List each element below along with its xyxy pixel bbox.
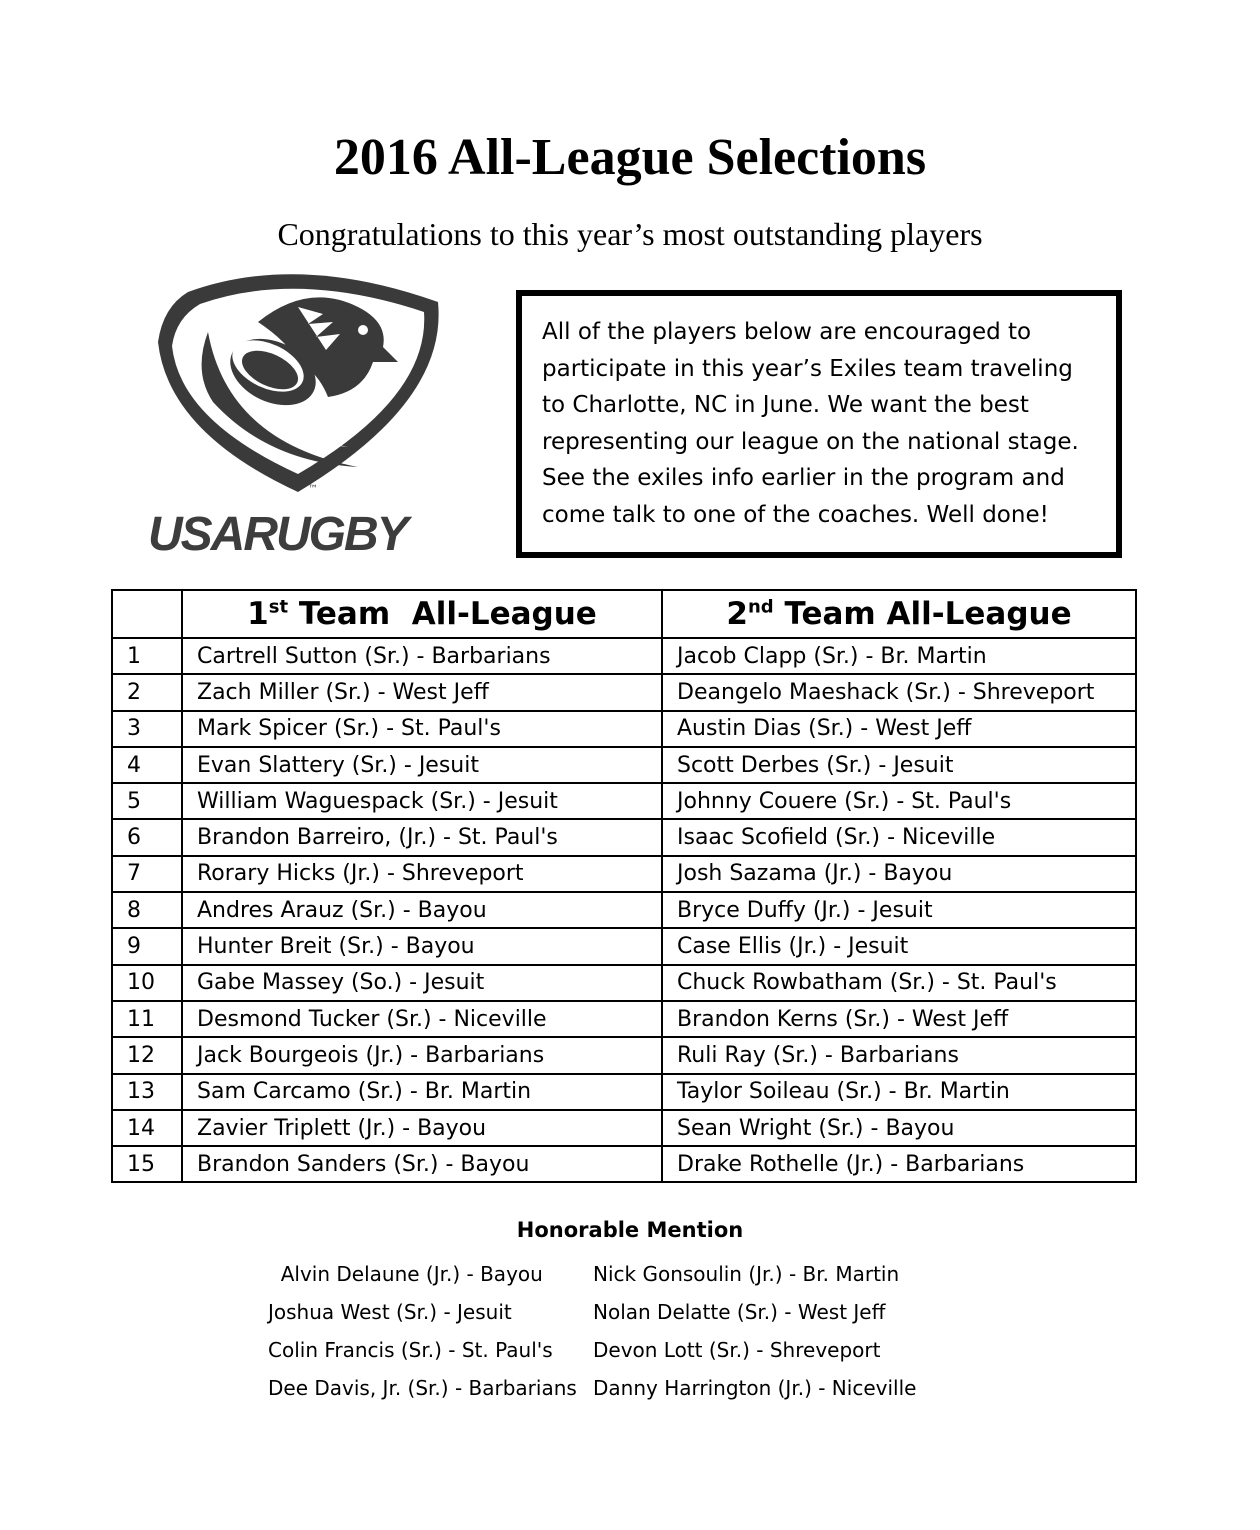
notice-line: come talk to one of the coaches. Well done!: [542, 501, 1049, 528]
row-number: 14: [112, 1110, 182, 1146]
table-row: [112, 856, 1136, 892]
number-column-header: [112, 590, 182, 638]
second-team-player: Josh Sazama (Jr.) - Bayou: [662, 856, 1136, 892]
page-title: 2016 All-League Selections: [333, 129, 927, 186]
honorable-mention-item: Alvin Delaune (Jr.) - Bayou: [268, 1262, 543, 1286]
honorable-mention-item: Colin Francis (Sr.) - St. Paul's: [268, 1338, 553, 1362]
second-team-player: Ruli Ray (Sr.) - Barbarians: [662, 1037, 1136, 1073]
first-team-player: Mark Spicer (Sr.) - St. Paul's: [182, 711, 662, 747]
first-team-player: Gabe Massey (So.) - Jesuit: [182, 965, 662, 1001]
second-team-player: Johnny Couere (Sr.) - St. Paul's: [662, 783, 1136, 819]
row-number: 9: [112, 928, 182, 964]
table-row: [112, 783, 1136, 819]
table-row: [112, 928, 1136, 964]
table-row: [112, 1074, 1136, 1110]
honorable-mention-item: Joshua West (Sr.) - Jesuit: [268, 1300, 512, 1324]
row-number: 1: [112, 638, 182, 674]
honorable-mention-title: Honorable Mention: [516, 1218, 744, 1242]
row-number: 15: [112, 1146, 182, 1182]
honorable-mention-item: Danny Harrington (Jr.) - Niceville: [593, 1376, 917, 1400]
trademark-mark: ™: [308, 484, 318, 495]
second-team-header: 2nd Team All-League: [662, 590, 1136, 638]
table-row: [112, 711, 1136, 747]
table-row: [112, 965, 1136, 1001]
table-row: [112, 819, 1136, 855]
row-number: 2: [112, 674, 182, 710]
honorable-mention-item: Devon Lott (Sr.) - Shreveport: [593, 1338, 881, 1362]
second-team-player: Case Ellis (Jr.) - Jesuit: [662, 928, 1136, 964]
notice-line: All of the players below are encouraged to: [542, 319, 1032, 345]
second-team-player: Brandon Kerns (Sr.) - West Jeff: [662, 1001, 1136, 1037]
table-row: [112, 747, 1136, 783]
table-row: [112, 1110, 1136, 1146]
first-team-header: 1st Team All-League: [182, 590, 662, 638]
table-body: [112, 638, 1136, 1182]
second-team-player: Drake Rothelle (Jr.) - Barbarians: [662, 1146, 1136, 1182]
row-number: 10: [112, 965, 182, 1001]
table-header-row: [112, 590, 1136, 638]
exiles-notice-box: [516, 290, 1122, 558]
table-row: [112, 674, 1136, 710]
table-row: [112, 892, 1136, 928]
all-league-table: [111, 589, 1137, 1183]
table-row: [112, 1146, 1136, 1182]
row-number: 8: [112, 892, 182, 928]
first-team-player: Cartrell Sutton (Sr.) - Barbarians: [182, 638, 662, 674]
row-number: 6: [112, 819, 182, 855]
second-team-player: Jacob Clapp (Sr.) - Br. Martin: [662, 638, 1136, 674]
first-team-player: Sam Carcamo (Sr.) - Br. Martin: [182, 1074, 662, 1110]
first-team-player: Zach Miller (Sr.) - West Jeff: [182, 674, 662, 710]
first-team-player: William Waguespack (Sr.) - Jesuit: [182, 783, 662, 819]
row-number: 12: [112, 1037, 182, 1073]
table-row: [112, 1037, 1136, 1073]
second-team-player: Austin Dias (Sr.) - West Jeff: [662, 711, 1136, 747]
notice-line: participate in this year’s Exiles team traveling: [542, 355, 1073, 382]
table-row: [112, 638, 1136, 674]
honorable-mention-item: Nolan Delatte (Sr.) - West Jeff: [593, 1300, 886, 1324]
second-team-player: Sean Wright (Sr.) - Bayou: [662, 1110, 1136, 1146]
honorable-mention-item: Nick Gonsoulin (Jr.) - Br. Martin: [593, 1262, 900, 1286]
usa-rugby-wordmark: USARUGBY: [148, 508, 407, 561]
second-team-player: Deangelo Maeshack (Sr.) - Shreveport: [662, 674, 1136, 710]
notice-line: representing our league on the national stage.: [542, 428, 1079, 455]
row-number: 3: [112, 711, 182, 747]
first-team-player: Rorary Hicks (Jr.) - Shreveport: [182, 856, 662, 892]
first-team-player: Brandon Sanders (Sr.) - Bayou: [182, 1146, 662, 1182]
second-team-player: Isaac Scofield (Sr.) - Niceville: [662, 819, 1136, 855]
notice-line: to Charlotte, NC in June. We want the best: [542, 392, 1029, 418]
first-team-player: Zavier Triplett (Jr.) - Bayou: [182, 1110, 662, 1146]
honorable-mention-left-column: [268, 1255, 577, 1407]
second-team-player: Scott Derbes (Sr.) - Jesuit: [662, 747, 1136, 783]
table-row: [112, 1001, 1136, 1037]
second-team-player: Chuck Rowbatham (Sr.) - St. Paul's: [662, 965, 1136, 1001]
row-number: 11: [112, 1001, 182, 1037]
second-team-player: Bryce Duffy (Jr.) - Jesuit: [662, 892, 1136, 928]
notice-line: See the exiles info earlier in the program and: [542, 465, 1065, 491]
first-team-player: Desmond Tucker (Sr.) - Niceville: [182, 1001, 662, 1037]
row-number: 5: [112, 783, 182, 819]
honorable-mention-item: Dee Davis, Jr. (Sr.) - Barbarians: [268, 1376, 577, 1400]
row-number: 7: [112, 856, 182, 892]
row-number: 4: [112, 747, 182, 783]
first-team-player: Jack Bourgeois (Jr.) - Barbarians: [182, 1037, 662, 1073]
first-team-player: Evan Slattery (Sr.) - Jesuit: [182, 747, 662, 783]
first-team-player: Hunter Breit (Sr.) - Bayou: [182, 928, 662, 964]
page-subtitle: Congratulations to this year’s most outstanding players: [277, 216, 983, 252]
second-team-player: Taylor Soileau (Sr.) - Br. Martin: [662, 1074, 1136, 1110]
first-team-player: Brandon Barreiro, (Jr.) - St. Paul's: [182, 819, 662, 855]
row-number: 13: [112, 1074, 182, 1110]
first-team-player: Andres Arauz (Sr.) - Bayou: [182, 892, 662, 928]
honorable-mention-right-column: [593, 1255, 916, 1407]
